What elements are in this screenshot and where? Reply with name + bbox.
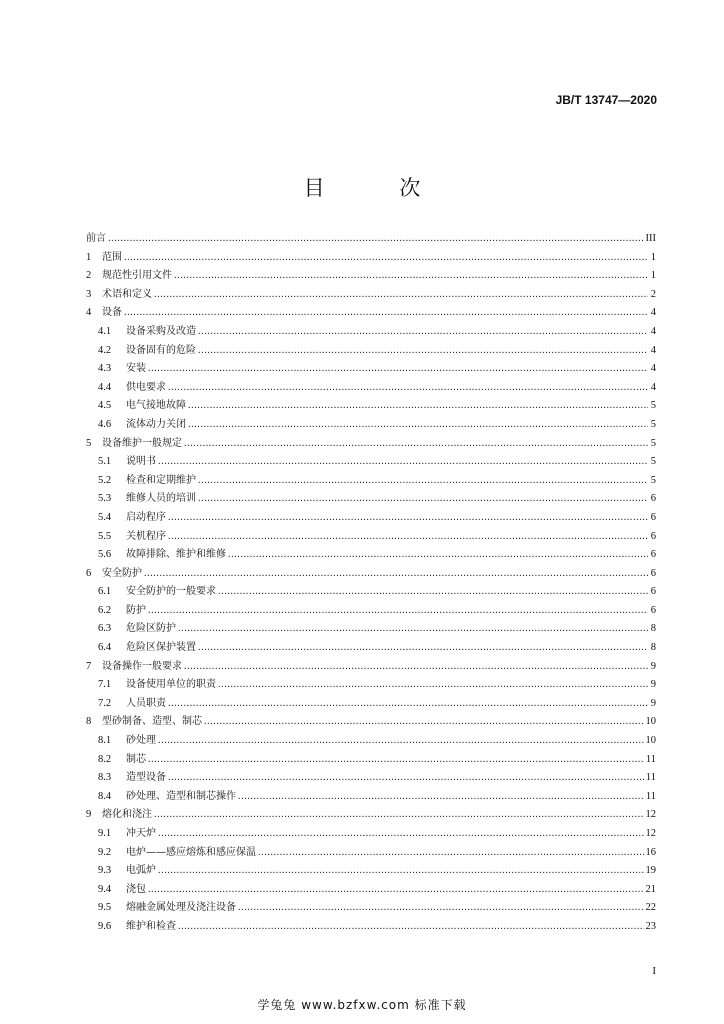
toc-entry[interactable]	[86, 694, 656, 713]
toc-entry[interactable]	[86, 750, 656, 769]
toc-entry[interactable]	[86, 508, 656, 527]
toc-entry-page: 6	[650, 586, 656, 598]
toc-leader-dots	[198, 326, 648, 337]
toc-entry-number: 5.6	[98, 549, 112, 561]
toc-entry-number: 3	[86, 288, 92, 300]
toc-entry[interactable]	[86, 675, 656, 694]
toc-leader-dots	[174, 270, 648, 281]
toc-entry-label: 浇包	[126, 883, 146, 895]
toc-leader-dots	[168, 772, 644, 783]
toc-entry-number: 1	[86, 251, 92, 263]
toc-entry-label: 范围	[102, 251, 122, 263]
toc-entry[interactable]	[86, 880, 656, 899]
toc-entry-page: 8	[650, 623, 656, 635]
toc-entry[interactable]	[86, 787, 656, 806]
table-of-contents	[86, 229, 656, 936]
toc-leader-dots	[108, 233, 644, 244]
toc-entry[interactable]	[86, 805, 656, 824]
toc-leader-dots	[168, 531, 648, 542]
toc-entry-label: 安装	[126, 363, 146, 375]
toc-entry-number: 8.4	[98, 790, 112, 802]
toc-leader-dots	[204, 716, 644, 727]
toc-entry[interactable]	[86, 396, 656, 415]
toc-leader-dots	[144, 568, 648, 579]
toc-entry[interactable]	[86, 564, 656, 583]
toc-entry-number: 6	[86, 567, 92, 579]
toc-entry-label: 术语和定义	[102, 288, 152, 300]
toc-entry-page: 8	[650, 642, 656, 654]
toc-entry-label: 冲天炉	[126, 828, 156, 839]
toc-entry-number: 9.1	[98, 828, 112, 839]
toc-entry[interactable]	[86, 229, 656, 248]
toc-entry[interactable]	[86, 619, 656, 638]
toc-entry[interactable]	[86, 527, 656, 546]
toc-entry-page: 19	[645, 865, 656, 877]
toc-entry-label: 造型设备	[126, 772, 166, 784]
toc-entry-page: 9	[650, 697, 656, 709]
toc-entry-page: 2	[650, 288, 656, 300]
toc-entry-page: 4	[650, 344, 656, 356]
toc-entry-label: 设备采购及改造	[126, 325, 196, 337]
toc-entry-number: 7.2	[98, 697, 112, 709]
toc-leader-dots	[198, 493, 648, 504]
toc-entry[interactable]	[86, 489, 656, 508]
toc-entry-page: 4	[650, 307, 656, 319]
toc-entry[interactable]	[86, 378, 656, 397]
toc-leader-dots	[218, 586, 648, 597]
toc-entry-label: 维护和检查	[126, 920, 176, 932]
page-number: I	[652, 965, 656, 977]
toc-leader-dots	[148, 605, 648, 616]
toc-leader-dots	[198, 642, 648, 653]
footer-watermark: 学兔兔 www.bzfxw.com 标准下载	[257, 998, 467, 1012]
toc-entry-label: 人员职责	[126, 697, 166, 709]
toc-entry[interactable]	[86, 712, 656, 731]
toc-entry-number: 9.4	[98, 883, 112, 895]
toc-leader-dots	[168, 512, 648, 523]
toc-leader-dots	[228, 549, 648, 560]
toc-entry[interactable]	[86, 898, 656, 917]
toc-entry-number: 6.1	[98, 586, 112, 598]
toc-entry-number: 4.2	[98, 344, 112, 356]
toc-entry[interactable]	[86, 824, 656, 843]
toc-entry[interactable]	[86, 861, 656, 880]
toc-entry-page: 5	[650, 437, 656, 449]
toc-leader-dots	[188, 419, 648, 430]
toc-entry-number: 8	[86, 716, 92, 728]
toc-entry-number: 6.2	[98, 604, 112, 616]
toc-leader-dots	[184, 438, 648, 449]
toc-leader-dots	[188, 400, 648, 411]
toc-entry-number: 2	[86, 270, 92, 282]
toc-leader-dots	[198, 345, 648, 356]
toc-entry-number: 4.6	[98, 418, 112, 430]
toc-entry[interactable]	[86, 266, 656, 285]
toc-entry-number: 7.1	[98, 679, 112, 691]
toc-entry-number: 8.1	[98, 735, 112, 747]
toc-entry-label: 安全防护	[102, 567, 142, 579]
toc-leader-dots	[124, 307, 648, 318]
toc-entry-page: 4	[650, 381, 656, 393]
toc-entry-number: 9.2	[98, 846, 112, 858]
toc-entry[interactable]	[86, 303, 656, 322]
toc-entry-label: 熔融金属处理及浇注设备	[126, 902, 236, 914]
toc-entry-number: 8.2	[98, 753, 112, 765]
toc-leader-dots	[178, 921, 644, 932]
toc-entry-label: 启动程序	[126, 511, 166, 523]
toc-entry-number: 4.4	[98, 381, 112, 393]
toc-entry[interactable]	[86, 638, 656, 657]
toc-entry-label: 安全防护的一般要求	[126, 586, 216, 598]
toc-entry-label: 电弧炉	[126, 865, 156, 877]
toc-entry-page: 5	[650, 418, 656, 430]
toc-entry-label: 制芯	[126, 753, 146, 765]
toc-entry-page: 6	[650, 549, 656, 561]
toc-leader-dots	[158, 456, 648, 467]
toc-entry-page: 6	[650, 511, 656, 523]
toc-entry[interactable]	[86, 471, 656, 490]
toc-entry-page: III	[645, 233, 656, 244]
toc-entry-label: 关机程序	[126, 530, 166, 542]
toc-entry[interactable]	[86, 434, 656, 453]
toc-entry-number: 4.3	[98, 363, 112, 375]
toc-leader-dots	[168, 382, 648, 393]
toc-leader-dots	[154, 289, 648, 300]
toc-entry-label: 供电要求	[126, 381, 166, 393]
toc-entry-page: 11	[645, 790, 656, 802]
toc-entry[interactable]	[86, 248, 656, 267]
toc-entry-page: 6	[650, 604, 656, 616]
toc-entry-label: 型砂制备、造型、制芯	[102, 716, 202, 728]
toc-leader-dots	[184, 661, 648, 672]
toc-entry-label: 熔化和浇注	[102, 809, 152, 821]
toc-entry-number: 5.3	[98, 493, 112, 505]
toc-entry-page: 16	[645, 846, 656, 858]
toc-entry-page: 23	[645, 920, 656, 932]
toc-entry-page: 22	[645, 902, 656, 914]
toc-leader-dots	[218, 679, 648, 690]
toc-entry[interactable]	[86, 601, 656, 620]
toc-leader-dots	[238, 791, 644, 802]
toc-leader-dots	[168, 698, 648, 709]
toc-entry-number: 5.5	[98, 530, 112, 542]
toc-entry-label: 危险区保护装置	[126, 642, 196, 654]
toc-entry-label: 设备	[102, 307, 122, 319]
toc-entry-label: 防护	[126, 604, 146, 616]
toc-entry-number: 9.3	[98, 865, 112, 877]
toc-entry-page: 12	[645, 828, 656, 839]
toc-entry-number: 5	[86, 437, 92, 449]
toc-entry-number: 6.3	[98, 623, 112, 635]
toc-entry-number: 4	[86, 307, 92, 319]
toc-leader-dots	[148, 884, 644, 895]
toc-entry-page: 5	[650, 400, 656, 412]
toc-entry-page: 6	[650, 567, 656, 579]
toc-entry-label: 说明书	[126, 456, 156, 468]
toc-entry-label: 设备使用单位的职责	[126, 679, 216, 691]
toc-entry-page: 5	[650, 456, 656, 468]
toc-entry-page: 5	[650, 474, 656, 486]
toc-leader-dots	[198, 475, 648, 486]
toc-entry-number: 5.1	[98, 456, 112, 468]
toc-entry-number: 5.2	[98, 474, 112, 486]
toc-entry[interactable]	[86, 582, 656, 601]
toc-entry-page: 6	[650, 493, 656, 505]
toc-entry-number: 9.6	[98, 920, 112, 932]
toc-leader-dots	[238, 902, 644, 913]
toc-leader-dots	[158, 735, 644, 746]
toc-entry[interactable]	[86, 452, 656, 471]
toc-entry[interactable]	[86, 917, 656, 936]
toc-entry-number: 4.1	[98, 325, 112, 337]
toc-entry-number: 9.5	[98, 902, 112, 914]
toc-entry[interactable]	[86, 768, 656, 787]
toc-entry-page: 21	[645, 883, 656, 895]
toc-entry[interactable]	[86, 731, 656, 750]
toc-entry-number: 7	[86, 660, 92, 672]
toc-entry-label: 危险区防护	[126, 623, 176, 635]
toc-entry-label: 电气接地故障	[126, 400, 186, 412]
toc-entry-label: 砂处理	[126, 735, 156, 747]
toc-entry-page: 9	[650, 679, 656, 691]
toc-entry-label: 检查和定期维护	[126, 474, 196, 486]
toc-entry-page: 4	[650, 325, 656, 337]
standard-code: JB/T 13747—2020	[555, 93, 657, 107]
toc-entry[interactable]	[86, 341, 656, 360]
toc-entry-label: 设备操作一般要求	[102, 660, 182, 672]
toc-entry-number: 6.4	[98, 642, 112, 654]
toc-leader-dots	[148, 363, 648, 374]
toc-entry-number: 4.5	[98, 400, 112, 412]
page-title: 目 次	[303, 176, 455, 200]
toc-entry-number: 5.4	[98, 511, 112, 523]
toc-entry-label: 前言	[86, 233, 106, 244]
toc-entry-page: 6	[650, 530, 656, 542]
toc-entry-label: 维修人员的培训	[126, 493, 196, 505]
toc-entry-page: 1	[650, 251, 656, 263]
toc-entry-label: 设备固有的危险	[126, 344, 196, 356]
toc-entry-label: 故障排除、维护和维修	[126, 549, 226, 561]
toc-entry[interactable]	[86, 545, 656, 564]
toc-entry-page: 4	[650, 363, 656, 375]
toc-entry-label: 设备维护一般规定	[102, 437, 182, 449]
toc-entry-page: 1	[650, 270, 656, 282]
toc-leader-dots	[158, 865, 644, 876]
toc-entry[interactable]	[86, 843, 656, 862]
toc-entry-page: 10	[645, 735, 656, 747]
toc-leader-dots	[154, 809, 644, 820]
toc-entry-page: 9	[650, 660, 656, 672]
toc-entry-label: 砂处理、造型和制芯操作	[126, 790, 236, 802]
toc-entry-label: 流体动力关闭	[126, 418, 186, 430]
toc-entry[interactable]	[86, 657, 656, 676]
toc-entry[interactable]	[86, 285, 656, 304]
toc-leader-dots	[178, 623, 648, 634]
toc-entry-number: 8.3	[98, 772, 112, 784]
toc-entry[interactable]	[86, 322, 656, 341]
toc-entry[interactable]	[86, 415, 656, 434]
toc-leader-dots	[158, 828, 644, 839]
toc-entry-page: 10	[645, 716, 656, 728]
toc-entry-label: 电炉——感应熔炼和感应保温	[126, 846, 256, 858]
toc-entry-number: 9	[86, 809, 92, 821]
toc-entry-page: 11	[645, 772, 656, 784]
toc-entry[interactable]	[86, 359, 656, 378]
toc-entry-page: 11	[645, 753, 656, 765]
toc-entry-page: 12	[645, 809, 656, 821]
toc-leader-dots	[124, 252, 648, 263]
toc-leader-dots	[148, 754, 644, 765]
toc-leader-dots	[258, 847, 644, 858]
toc-entry-label: 规范性引用文件	[102, 270, 172, 282]
